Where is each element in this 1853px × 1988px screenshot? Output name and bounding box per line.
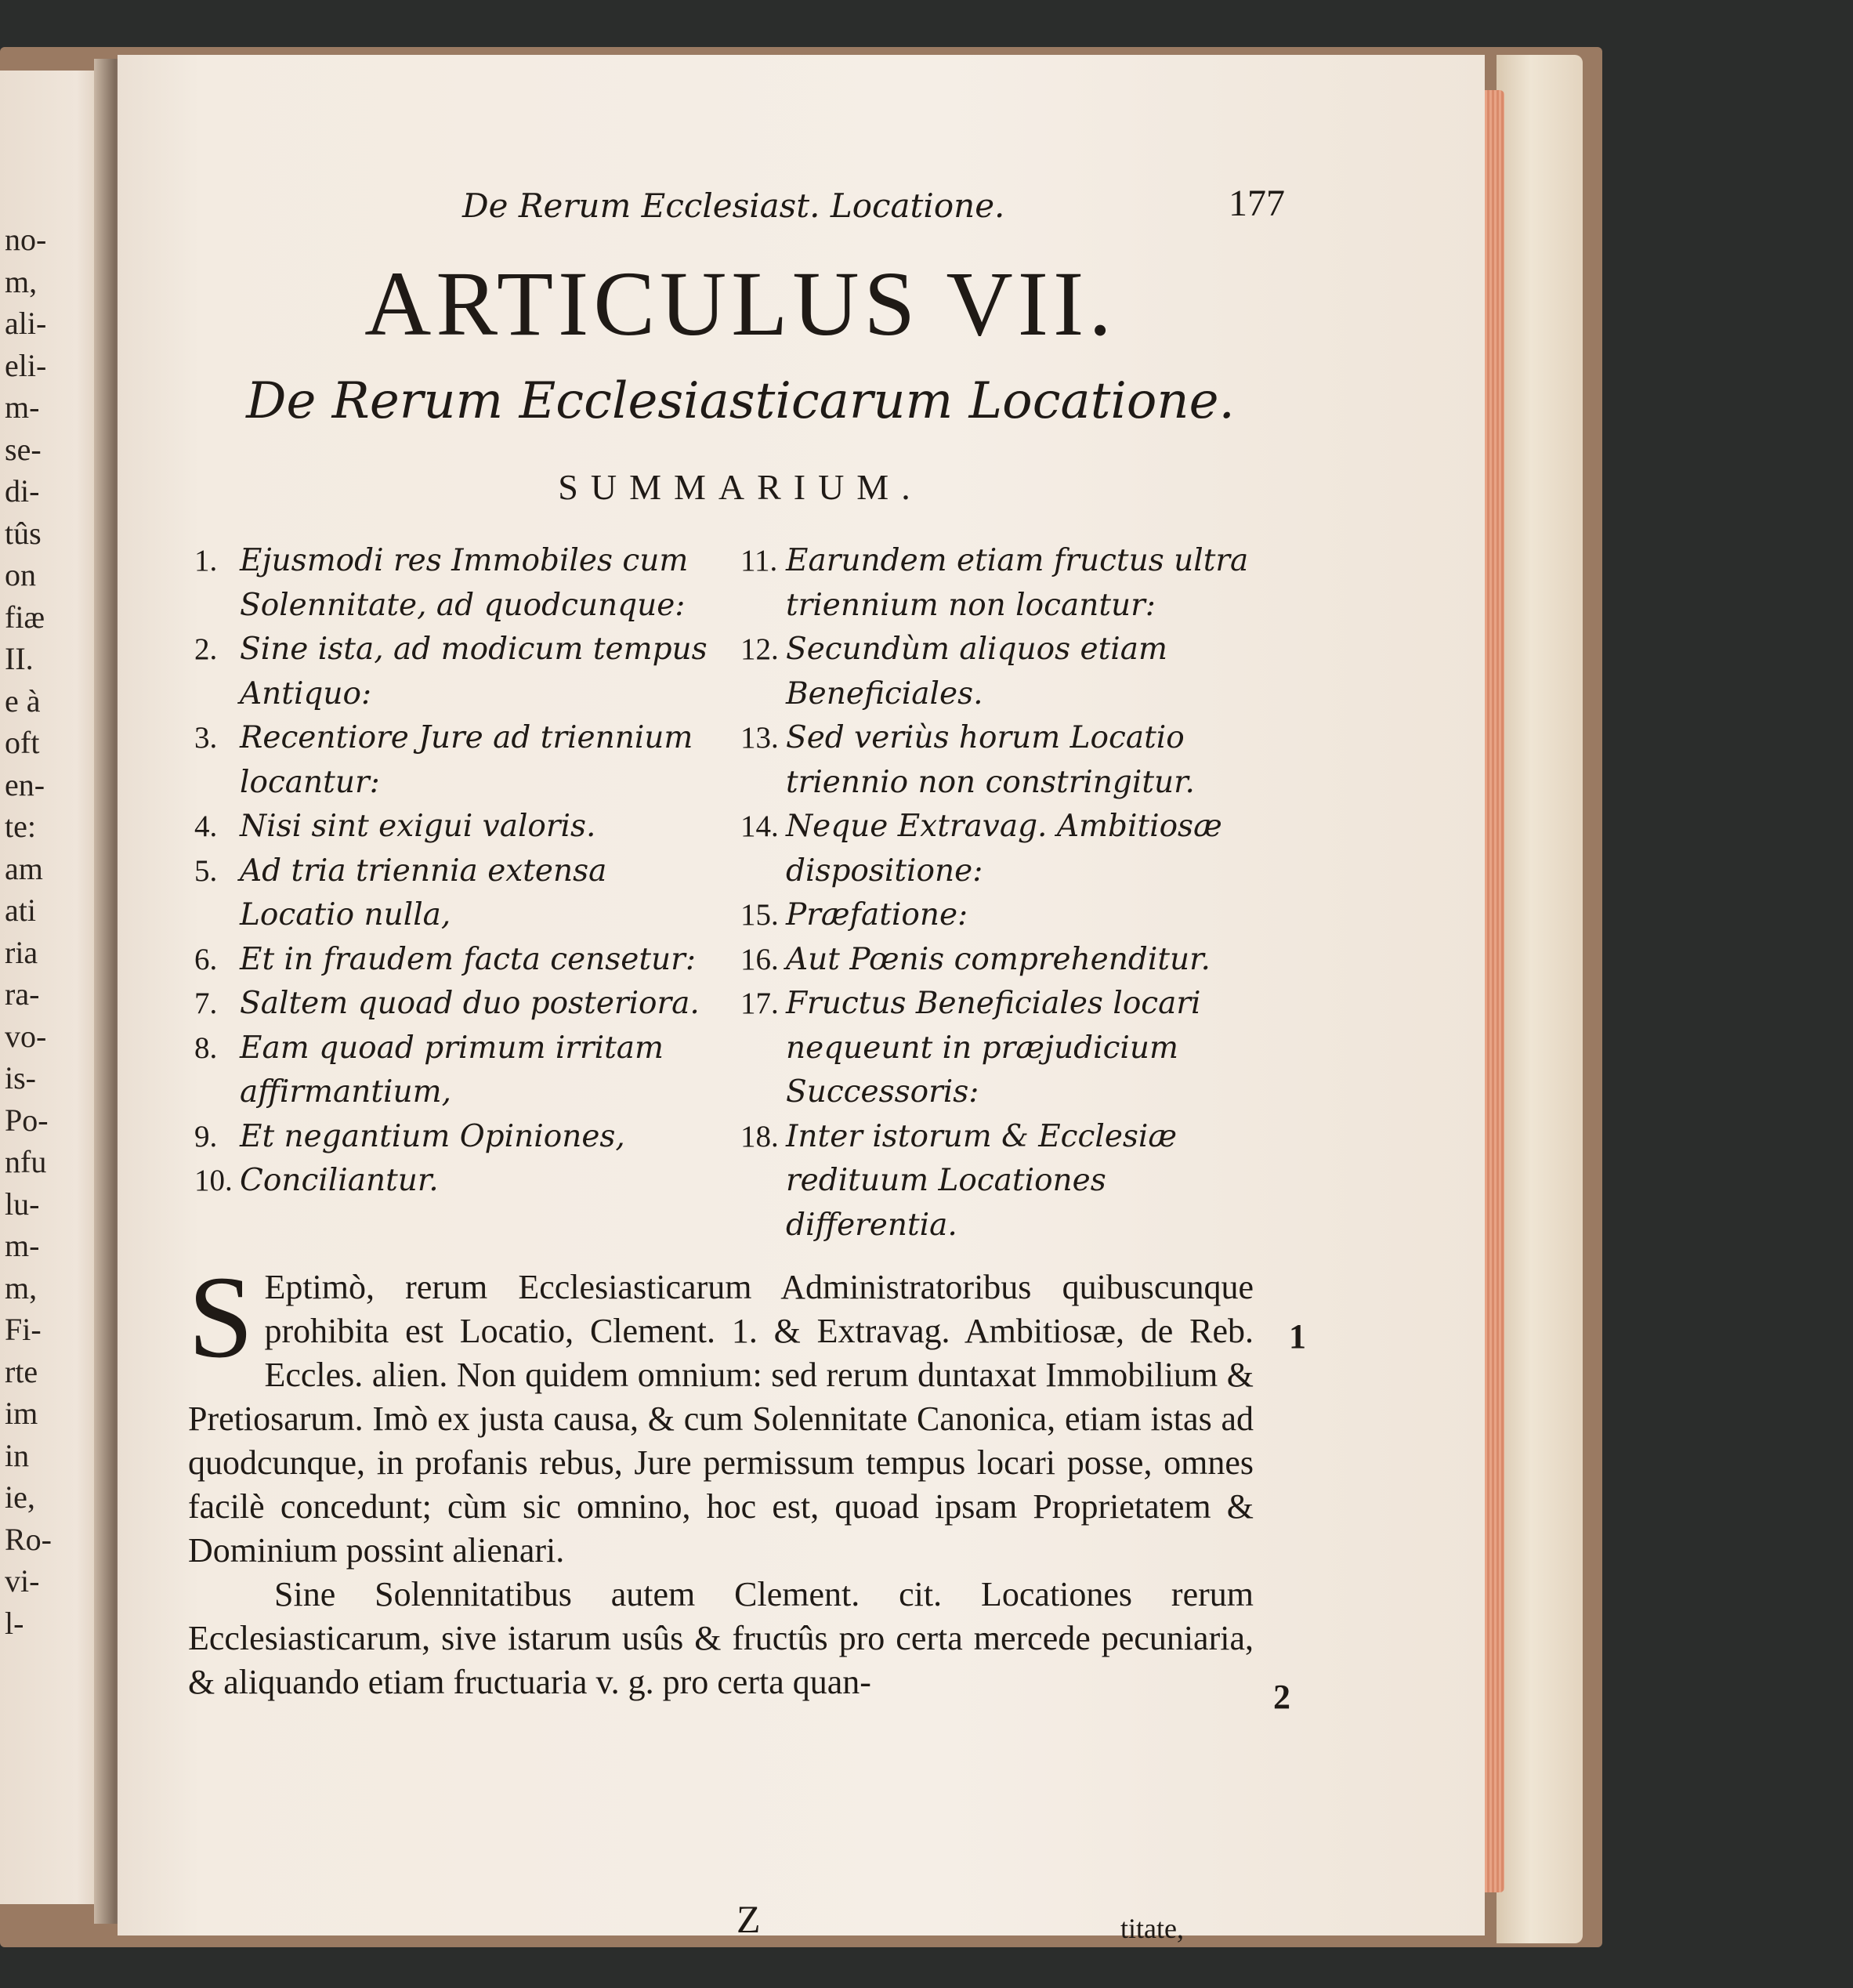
left-page-fragment: se- <box>5 431 42 467</box>
summary-item <box>194 938 727 983</box>
left-page-fragment: no- <box>5 222 47 257</box>
summary-item-text: Conciliantur. <box>240 1163 439 1198</box>
left-page-fragment: rte <box>5 1353 38 1389</box>
summary-item-number: 9. <box>194 1119 218 1153</box>
margin-number-1: 1 <box>1289 1317 1306 1356</box>
left-page-fragment: m, <box>5 263 38 299</box>
left-page <box>0 71 110 1904</box>
summary-item-number: 12. <box>740 632 779 666</box>
left-page-fragment: m- <box>5 1228 40 1263</box>
summary-item <box>194 982 727 1027</box>
left-page-fragment: l- <box>5 1605 24 1641</box>
left-page-fragment: tûs <box>5 515 42 551</box>
left-page-fragment: ie, <box>5 1479 35 1515</box>
summary-item-number: 8. <box>194 1030 218 1065</box>
summary-item-number: 7. <box>194 987 218 1020</box>
summary-item-text: Ad tria triennia extensa Locatio nulla, <box>240 853 607 932</box>
summary-column-right <box>740 539 1265 1247</box>
summary-item-text: Et in fraudem facta censetur: <box>240 941 696 977</box>
summary-item-number: 3. <box>194 721 218 755</box>
summary-item-text: Secundùm aliquos etiam Beneficiales. <box>786 632 1167 712</box>
left-page-fragment: en- <box>5 766 45 802</box>
paragraph-2: Sine Solennitatibus autem Clement. cit. Locationes rerum Ecclesiasticarum, sive istarum usûs & fructûs pro certa mercede pecuniaria, & aliquando etiam fructuaria v. g. pro certa quan- <box>188 1575 1254 1701</box>
summary-item-number: 13. <box>740 721 779 755</box>
running-head <box>266 183 1285 241</box>
left-page-fragment: in <box>5 1437 30 1473</box>
summary-item <box>740 1115 1265 1248</box>
summary-item-text: Aut Pœnis comprehenditur. <box>786 941 1211 977</box>
left-page-fragment: ria <box>5 934 38 970</box>
summary-item-text: Fructus Beneficiales locari nequeunt in præjudicium Successoris: <box>786 986 1201 1110</box>
left-page-fragment: im <box>5 1396 38 1431</box>
left-page-fragment: Ro- <box>5 1521 52 1557</box>
left-page-fragment: on <box>5 557 36 592</box>
left-page-fragment: fiæ <box>5 599 45 635</box>
summary-item <box>194 1159 727 1204</box>
margin-number-2: 2 <box>1273 1678 1290 1716</box>
left-page-fragment: Po- <box>5 1102 49 1138</box>
running-head-title: De Rerum Ecclesiast. Locatione. <box>462 186 1005 225</box>
summary-item <box>194 628 727 716</box>
summary-item-number: 2. <box>194 632 218 666</box>
summary-item <box>194 805 727 849</box>
catchword: titate, <box>1120 1913 1184 1944</box>
summary-item-number: 6. <box>194 942 218 976</box>
page-number: 177 <box>1229 183 1285 224</box>
left-page-fragment: ati <box>5 893 36 928</box>
left-page-fragment: eli- <box>5 347 47 383</box>
summary-item-text: Saltem quoad duo posteriora. <box>240 986 700 1021</box>
left-page-fragment: ali- <box>5 306 47 341</box>
summary-item-text: Et negantium Opiniones, <box>240 1118 625 1154</box>
summary-item-text: Sed veriùs horum Locatio triennio non constringitur. <box>786 720 1195 800</box>
left-page-fragment: is- <box>5 1060 36 1095</box>
summary-item-text: Inter istorum & Ecclesiæ redituum Locationes differentia. <box>786 1118 1178 1243</box>
summary-item <box>740 938 1265 983</box>
left-page-fragment: vi- <box>5 1563 40 1599</box>
summary-item-number: 5. <box>194 853 218 888</box>
left-page-fragment: am <box>5 850 43 886</box>
summary-item <box>194 539 727 628</box>
left-page-fragment: Fi- <box>5 1312 42 1347</box>
summary-item-number: 15. <box>740 898 779 932</box>
article-subheading: De Rerum Ecclesiasticarum Locatione. <box>246 372 1235 430</box>
summary-item <box>740 893 1265 938</box>
summary-column-left <box>194 539 727 1204</box>
paragraph-1-text: Eptimò, rerum Ecclesiasticarum Administratoribus quibuscunque prohibita est Locatio, Clement. 1. & Extravag. Ambitiosæ, de Reb. Eccles. alien. Non quidem omnium: sed rerum duntaxat Immobilium & Pretiosarum. Imò ex justa causa, & cum Solennitate Canonica, etiam istas ad quodcunque, in profanis rebus, Jure permissum tempus locari posse, omnes facilè concedunt; cùm sic omnino, hoc est, quoad ipsam Proprietatem & Dominium possint alienari. <box>188 1268 1254 1570</box>
paragraph-1 <box>188 1252 1254 1573</box>
summary-item <box>194 849 727 938</box>
summary-item-number: 16. <box>740 942 779 976</box>
drop-cap: S <box>188 1252 254 1382</box>
summary-item <box>194 1115 727 1160</box>
summary-item-number: 1. <box>194 544 218 578</box>
left-page-fragment: II. <box>5 641 34 676</box>
left-page-fragment: nfu <box>5 1144 47 1179</box>
left-page-fragment: e à <box>5 683 41 719</box>
signature-mark: Z <box>736 1897 761 1941</box>
summary-item-text: Ejusmodi res Immobiles cum Solennitate, ad quodcunque: <box>240 543 689 623</box>
left-page-fragment: vo- <box>5 1018 47 1054</box>
left-page-fragment: ra- <box>5 976 40 1012</box>
summary-item-number: 18. <box>740 1119 779 1153</box>
summary-item-number: 14. <box>740 809 779 843</box>
summary-item-text: Neque Extravag. Ambitiosæ dispositione: <box>786 809 1222 889</box>
left-page-fragment: te: <box>5 809 36 844</box>
summary-item-text: Nisi sint exigui valoris. <box>240 809 596 844</box>
summary-item <box>194 1027 727 1115</box>
summary-item <box>740 805 1265 893</box>
summary-item-number: 17. <box>740 987 779 1020</box>
left-page-fragment: lu- <box>5 1186 40 1222</box>
summary-item-number: 10. <box>194 1164 233 1197</box>
left-page-fragment: m- <box>5 389 40 425</box>
summary-item-text: Recentiore Jure ad triennium locantur: <box>240 720 693 800</box>
left-page-fragment: di- <box>5 473 40 509</box>
left-page-fragment: oft <box>5 725 40 760</box>
summarium-label: SUMMARIUM. <box>558 467 923 507</box>
summary-item <box>740 982 1265 1115</box>
article-heading: ARTICULUS VII. <box>364 252 1117 355</box>
book-cover-edge <box>1497 55 1583 1943</box>
left-page-fragment: m, <box>5 1269 38 1305</box>
summary-item <box>194 716 727 805</box>
summary-item <box>740 628 1265 716</box>
summary-item-text: Præfatione: <box>786 897 968 932</box>
summary-item <box>740 716 1265 805</box>
summary-item-text: Eam quoad primum irritam affirmantium, <box>240 1030 664 1110</box>
summary-item-text: Sine ista, ad modicum tempus Antiquo: <box>240 632 708 712</box>
body-text <box>188 1252 1254 1704</box>
summary-item-text: Earundem etiam fructus ultra triennium non locantur: <box>786 543 1249 623</box>
summary-item-number: 4. <box>194 809 218 843</box>
summary-item-number: 11. <box>740 544 778 578</box>
summary-item <box>740 539 1265 628</box>
